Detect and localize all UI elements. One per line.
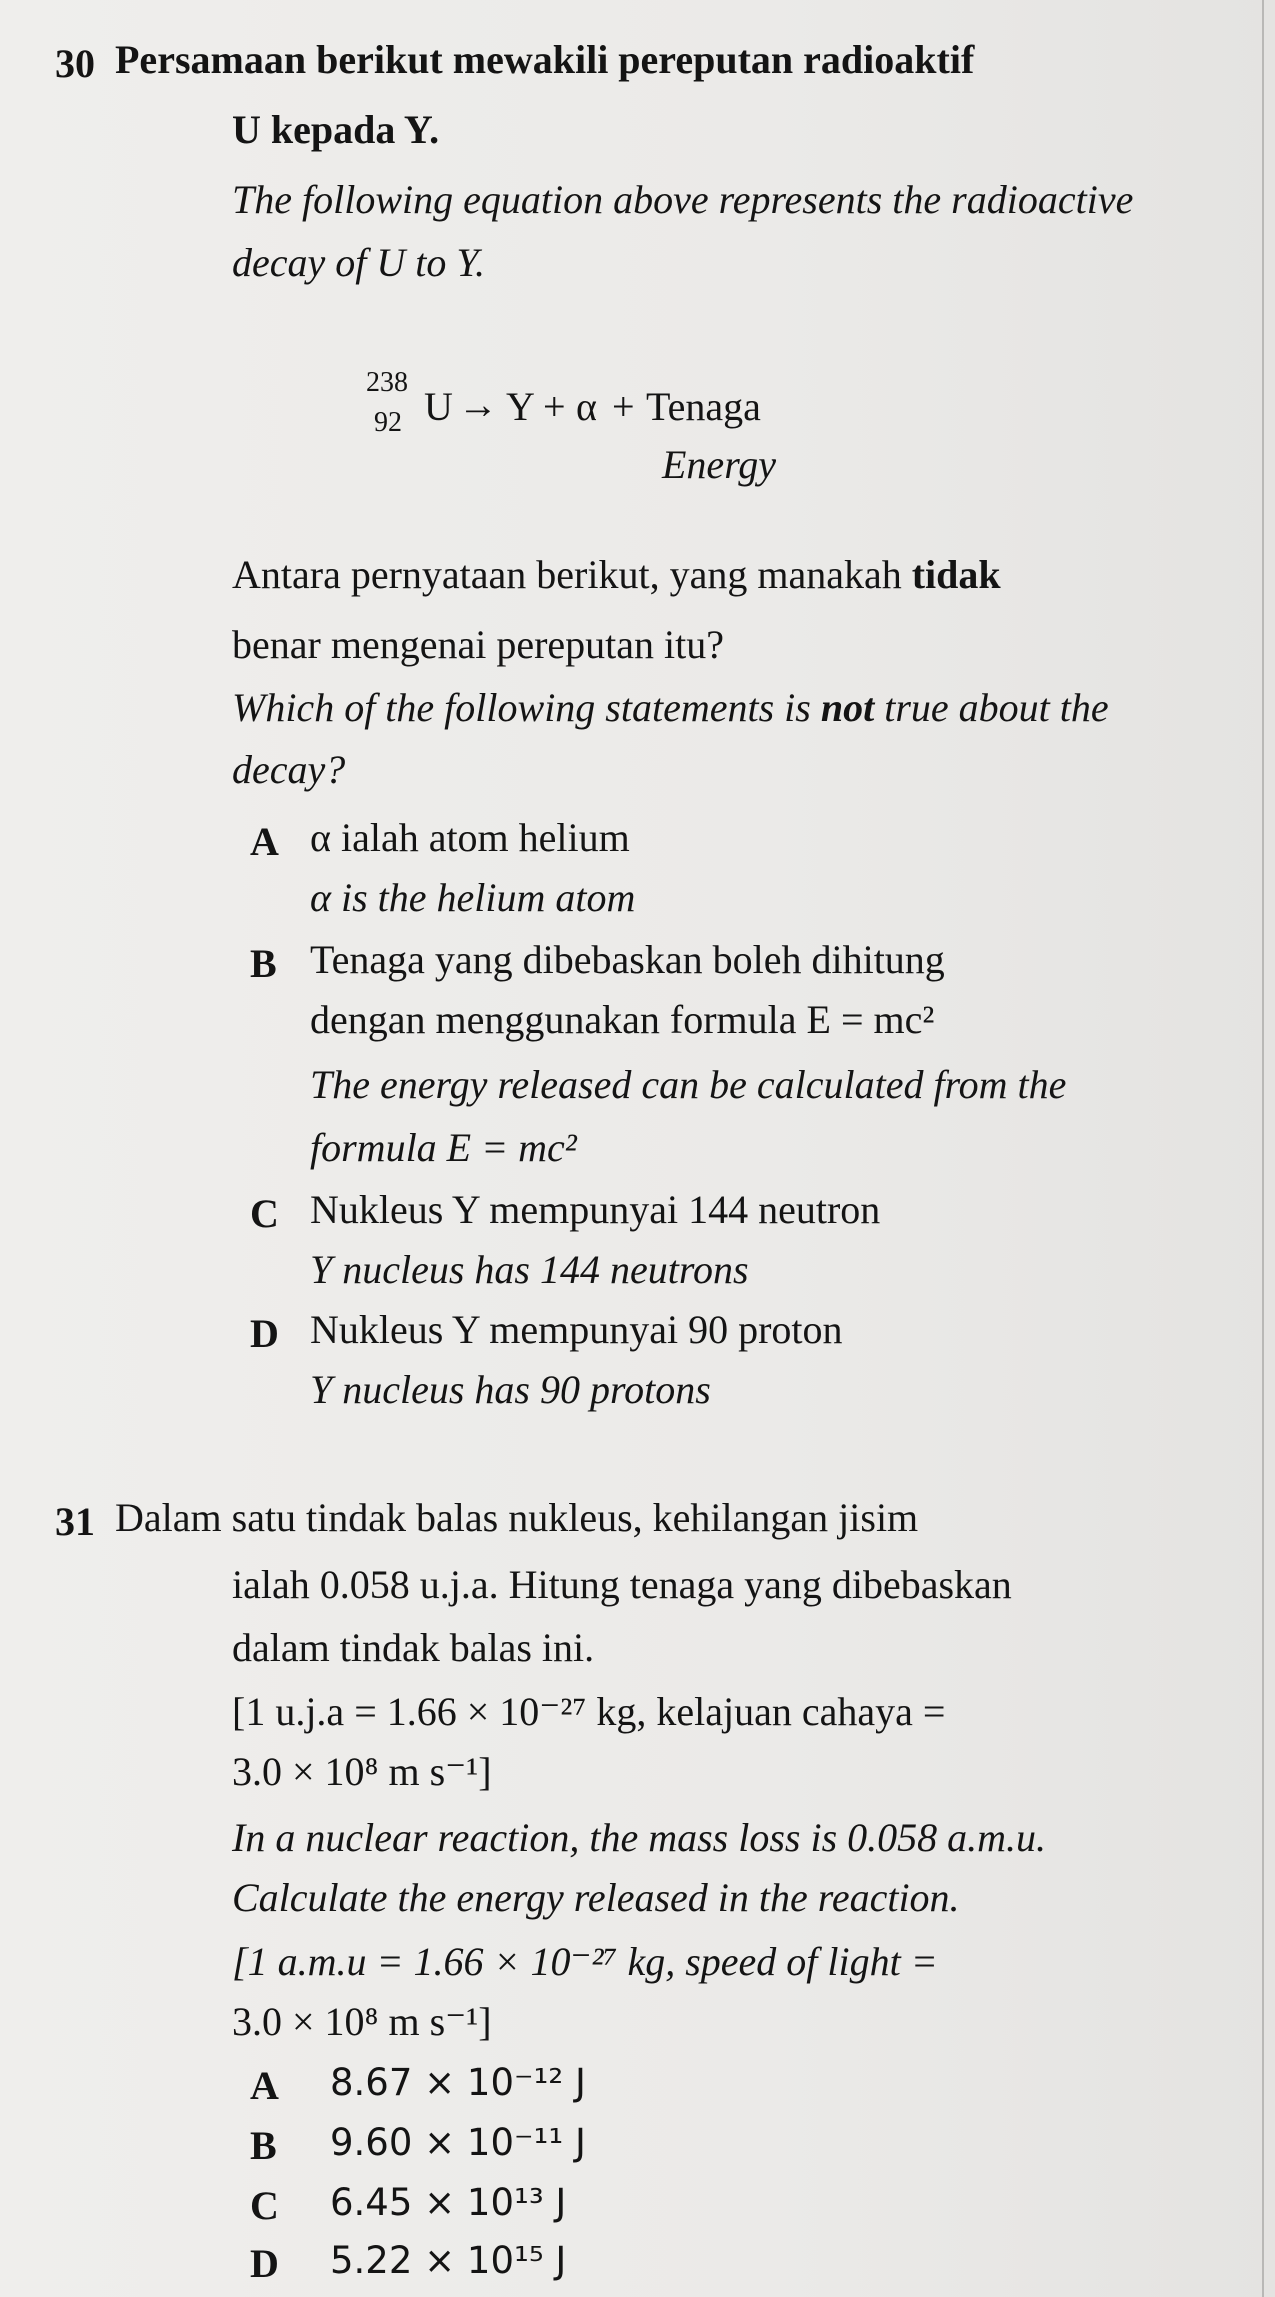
q31-option-c-letter[interactable]: C [250, 2183, 279, 2228]
q31-option-a-letter[interactable]: A [250, 2063, 279, 2108]
q31-option-a-value: 8.67 × 10⁻¹² J [330, 2061, 586, 2104]
q31-ms-constants-line1: [1 u.j.a = 1.66 × 10⁻²⁷ kg, kelajuan cahaya = [232, 1689, 946, 1734]
q31-option-c-value: 6.45 × 10¹³ J [330, 2181, 567, 2224]
stem-en-text-end: true about the [874, 685, 1109, 730]
q30-option-a-ms: α ialah atom helium [310, 815, 630, 860]
decay-equation [366, 355, 966, 495]
q30-option-c-en: Y nucleus has 144 neutrons [310, 1247, 749, 1292]
q30-stem-ms-line2: benar mengenai pereputan itu? [232, 622, 724, 667]
stem-ms-emphasis: tidak [911, 552, 1001, 597]
stem-ms-text: Antara pernyataan berikut, yang manakah [232, 552, 912, 597]
q31-ms-line1: Dalam satu tindak balas nukleus, kehilangan jisim [115, 1495, 919, 1540]
q30-option-b-ms-line2: dengan menggunakan formula E = mc² [310, 997, 935, 1042]
q31-number: 31 [55, 1499, 95, 1544]
q30-ms-line2: U kepada Y. [232, 107, 440, 152]
q30-option-c-letter[interactable]: C [250, 1191, 279, 1236]
q30-en-line1: The following equation above represents the radioactive [232, 177, 1134, 222]
arrow-icon: → [458, 382, 498, 427]
q30-option-c-ms: Nukleus Y mempunyai 144 neutron [310, 1187, 881, 1232]
stem-en-text: Which of the following statements is [232, 685, 821, 730]
q30-option-b-en-line1: The energy released can be calculated from the [310, 1062, 1067, 1107]
q30-option-b-letter[interactable]: B [250, 941, 277, 986]
q30-option-b-en-line2: formula E = mc² [310, 1125, 577, 1170]
energy-en: Energy [662, 442, 777, 487]
q30-en-line2: decay of U to Y. [232, 240, 485, 285]
q30-option-d-letter[interactable]: D [250, 1311, 279, 1356]
q30-stem-en-line1 [232, 685, 1109, 730]
q30-ms-line1: Persamaan berikut mewakili pereputan radioaktif [115, 37, 975, 82]
q31-en-line1: In a nuclear reaction, the mass loss is 0.058 a.m.u. [232, 1815, 1047, 1860]
parent-nucleus: U [424, 384, 453, 429]
q31-option-d-letter[interactable]: D [250, 2241, 279, 2286]
q30-stem-en-line2: decay? [232, 747, 346, 792]
product-nucleus: Y [506, 384, 535, 429]
q31-option-b-value: 9.60 × 10⁻¹¹ J [330, 2121, 586, 2164]
q31-ms-constants-line2: 3.0 × 10⁸ m s⁻¹] [232, 1749, 492, 1794]
page-edge-divider [1262, 0, 1264, 2297]
plus-sign-1: + [543, 384, 566, 429]
q31-option-d-value: 5.22 × 10¹⁵ J [330, 2239, 567, 2282]
energy-ms: Tenaga [646, 384, 761, 429]
q30-option-a-en: α is the helium atom [310, 875, 636, 920]
q31-en-constants-line1: [1 a.m.u = 1.66 × 10⁻²⁷ kg, speed of light = [232, 1939, 938, 1984]
q30-option-d-ms: Nukleus Y mempunyai 90 proton [310, 1307, 843, 1352]
q30-option-b-ms-line1: Tenaga yang dibebaskan boleh dihitung [310, 937, 945, 982]
plus-sign-2: + [612, 384, 635, 429]
mass-number: 238 [366, 367, 408, 398]
q31-en-line2: Calculate the energy released in the reaction. [232, 1875, 960, 1920]
q31-en-constants-line2: 3.0 × 10⁸ m s⁻¹] [232, 1999, 492, 2044]
q31-option-b-letter[interactable]: B [250, 2123, 277, 2168]
atomic-number: 92 [374, 407, 402, 438]
stem-en-emphasis: not [820, 685, 875, 730]
q31-ms-line2: ialah 0.058 u.j.a. Hitung tenaga yang dibebaskan [232, 1562, 1012, 1607]
q30-option-a-letter[interactable]: A [250, 819, 279, 864]
alpha-particle: α [576, 384, 597, 429]
q30-stem-ms-line1 [232, 552, 1001, 597]
q30-number: 30 [55, 41, 95, 86]
q31-ms-line3: dalam tindak balas ini. [232, 1625, 595, 1670]
q30-option-d-en: Y nucleus has 90 protons [310, 1367, 711, 1412]
